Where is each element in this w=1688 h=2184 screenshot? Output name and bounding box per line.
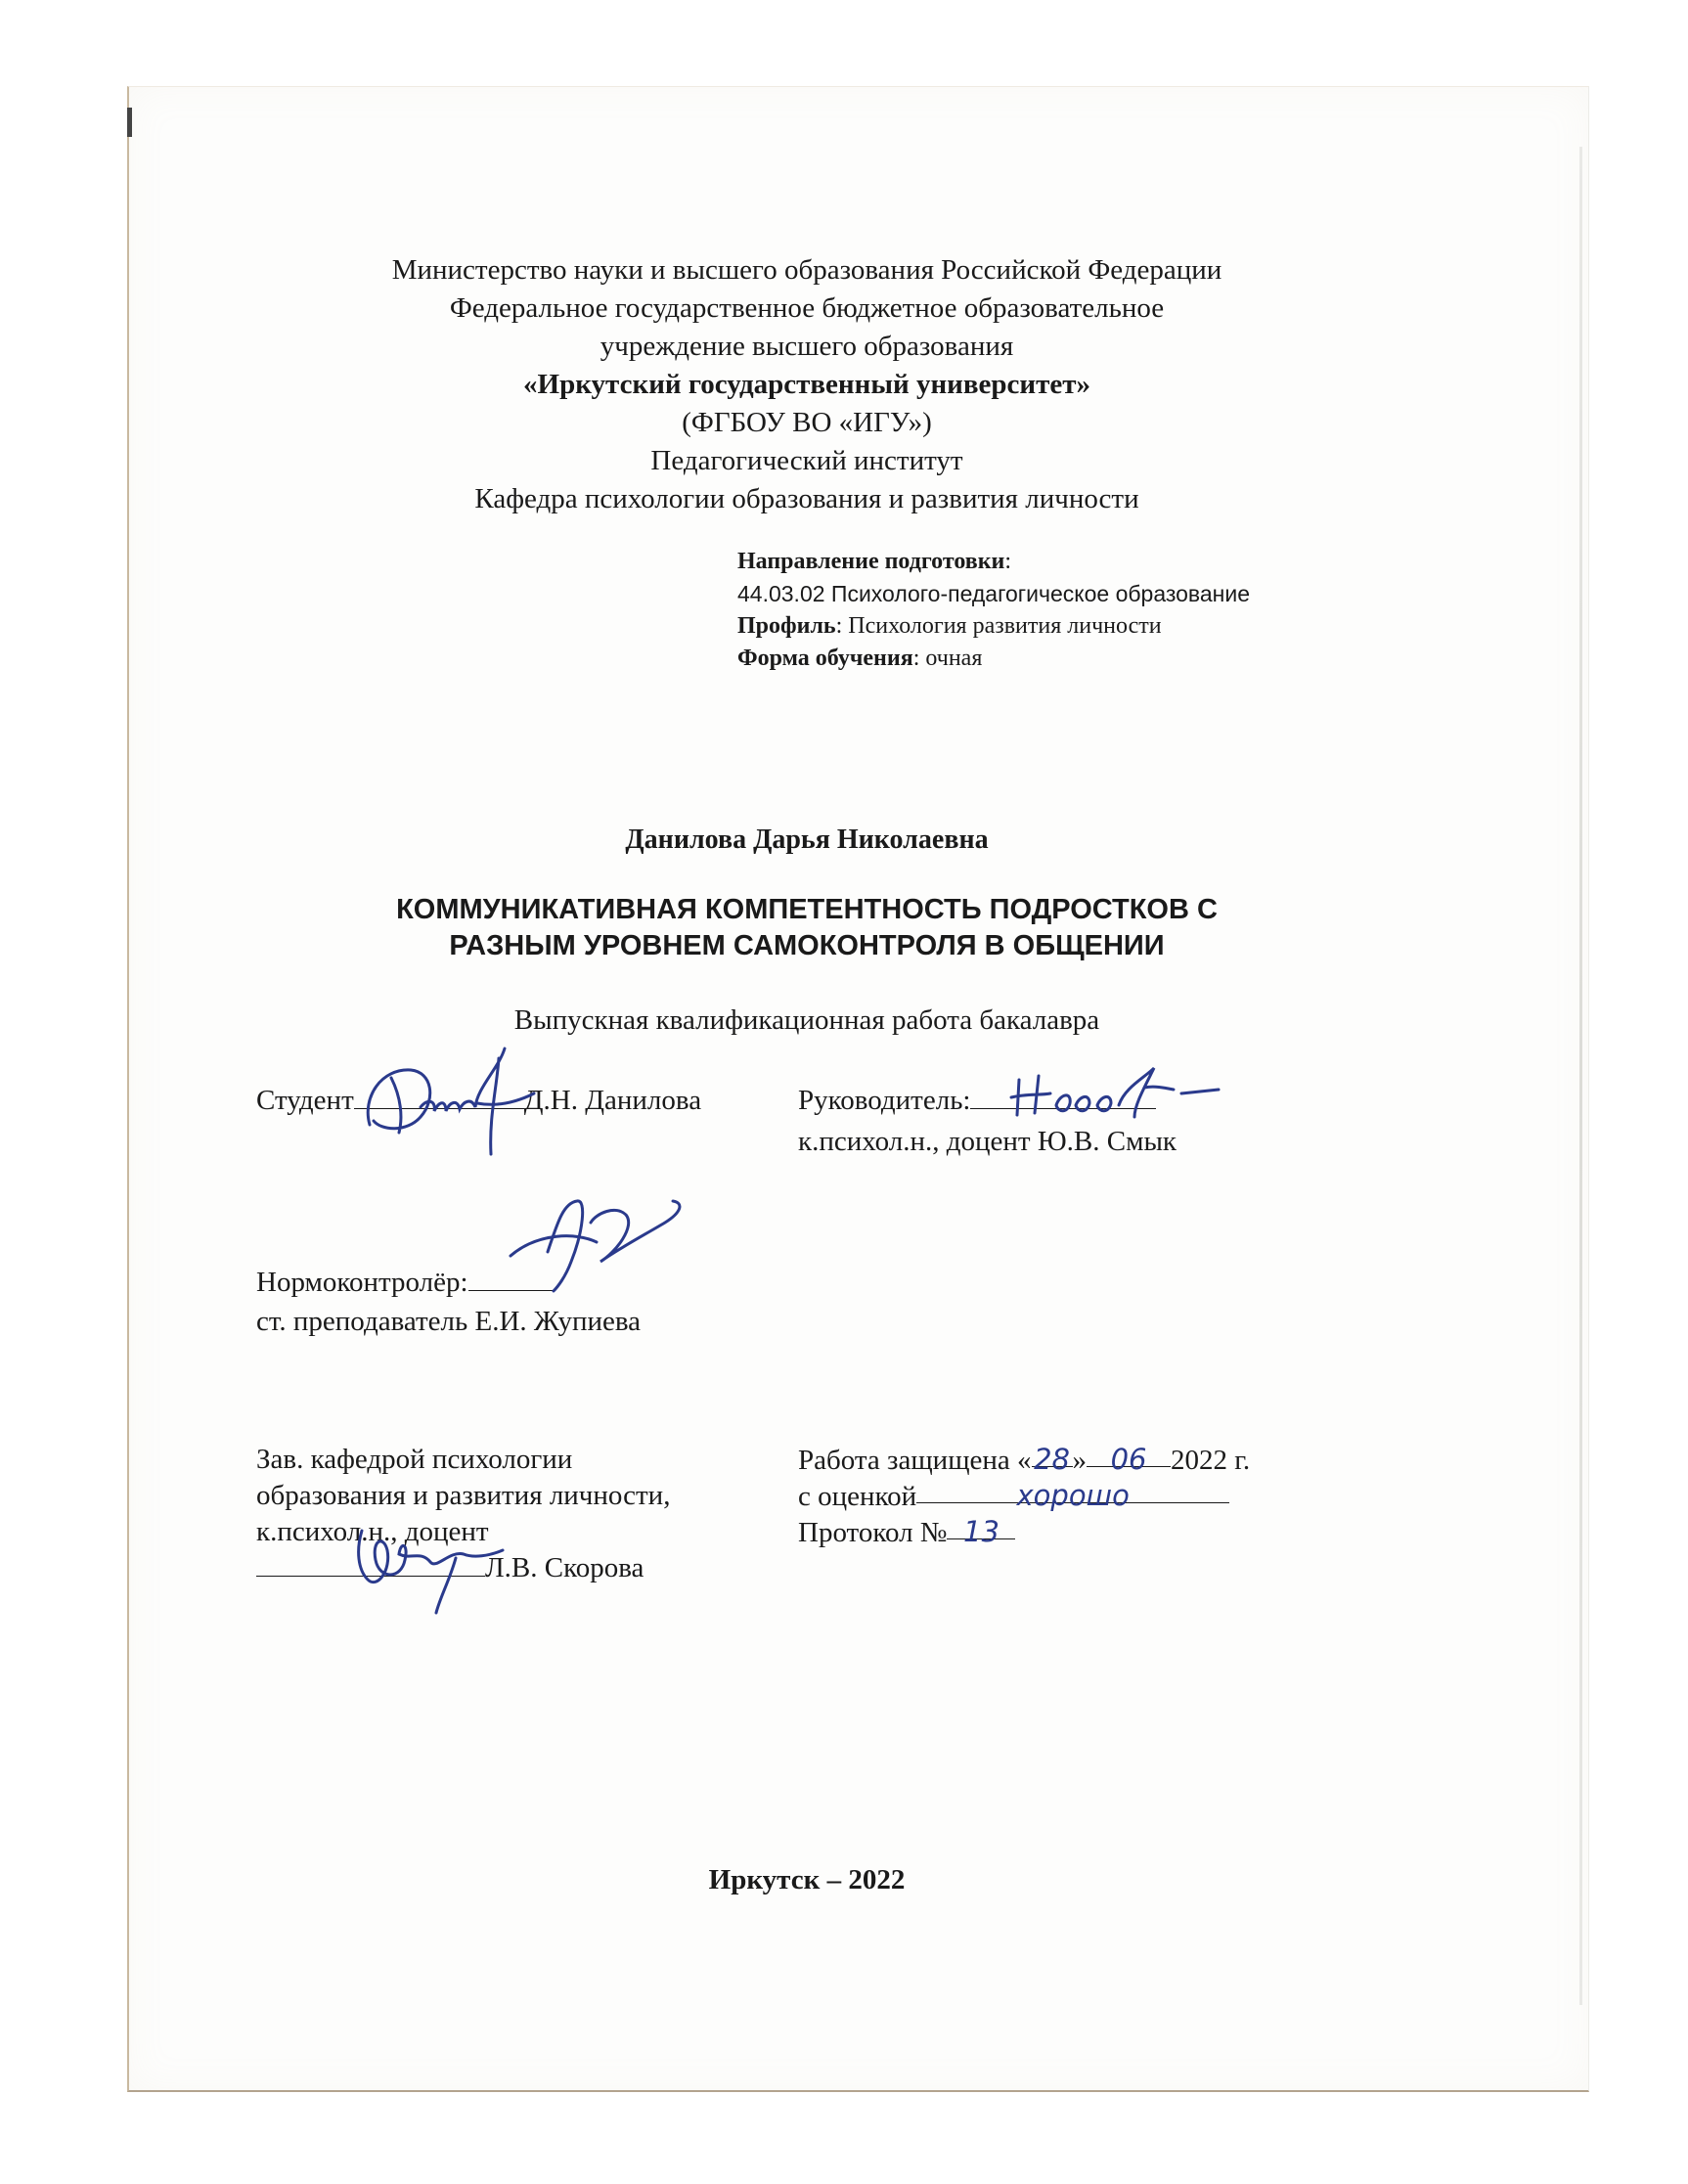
protocol-label: Протокол №	[798, 1517, 948, 1548]
student-signature	[352, 1039, 548, 1166]
page-edge-shadow	[1579, 147, 1582, 2005]
profile-line	[737, 611, 1162, 641]
thesis-title-line-1: КОММУНИКАТИВНАЯ КОМПЕТЕНТНОСТЬ ПОДРОСТКОВ С	[396, 894, 1218, 925]
university-abbreviation: (ФГБОУ ВО «ИГУ»)	[682, 407, 932, 438]
form-value: очная	[925, 646, 983, 671]
supervisor-label: Руководитель:	[798, 1085, 971, 1116]
institute-name: Педагогический институт	[650, 445, 963, 476]
profile-colon: :	[835, 613, 849, 639]
direction-colon: :	[1004, 549, 1012, 574]
supervisor-info: к.психол.н., доцент Ю.В. Смык	[798, 1126, 1177, 1157]
head-name: Л.В. Скорова	[485, 1552, 644, 1583]
head-line-2: образования и развития личности,	[256, 1480, 671, 1511]
normcontrol-info: ст. преподаватель Е.И. Жупиева	[256, 1306, 642, 1337]
binder-mark	[127, 108, 132, 137]
institution-line-1: Федеральное государственное бюджетное образовательное	[449, 292, 1165, 324]
head-line-1: Зав. кафедрой психологии	[256, 1444, 573, 1475]
form-line	[737, 644, 982, 673]
head-line-3: к.психол.н., доцент	[256, 1516, 489, 1547]
department-name: Кафедра психологии образования и развития личности	[474, 483, 1139, 514]
thesis-type: Выпускная квалификационная работа бакалавра	[513, 1004, 1100, 1036]
profile-label: Профиль	[737, 613, 836, 639]
thesis-title-line-2: РАЗНЫМ УРОВНЕМ САМОКОНТРОЛЯ В ОБЩЕНИИ	[449, 930, 1165, 961]
grade-value: хорошо	[916, 1479, 1229, 1503]
normcontrol-label: Нормоконтролёр:	[256, 1267, 468, 1298]
protocol-line	[798, 1515, 1015, 1549]
city-year: Иркутск – 2022	[708, 1864, 906, 1895]
defense-month: 06	[1087, 1443, 1171, 1467]
direction-label-line	[737, 547, 1011, 576]
defense-label: Работа защищена «	[798, 1445, 1032, 1476]
form-label: Форма обучения	[737, 646, 913, 671]
institution-line-2: учреждение высшего образования	[600, 331, 1014, 362]
protocol-number: 13	[947, 1515, 1015, 1539]
defense-quote: »	[1072, 1445, 1088, 1476]
direction-value: 44.03.02 Психолого-педагогическое образование	[737, 581, 1251, 606]
author-name: Данилова Дарья Николаевна	[625, 825, 989, 855]
student-name: Д.Н. Данилова	[523, 1085, 702, 1116]
university-name: «Иркутский государственный университет»	[523, 369, 1090, 400]
defense-day: 28	[1032, 1443, 1073, 1467]
grade-label: с оценкой	[798, 1481, 917, 1512]
defense-line	[798, 1443, 1250, 1477]
normcontrol-signature	[499, 1193, 694, 1311]
grade-line	[798, 1479, 1229, 1513]
ministry-line: Министерство науки и высшего образования Российской Федерации	[391, 254, 1222, 286]
profile-value: Психология развития личности	[848, 613, 1162, 639]
head-signature	[342, 1511, 518, 1619]
direction-label: Направление подготовки	[737, 549, 1005, 574]
defense-year: 2022 г.	[1171, 1445, 1251, 1476]
student-label: Студент	[256, 1085, 354, 1116]
form-colon: :	[912, 646, 926, 671]
